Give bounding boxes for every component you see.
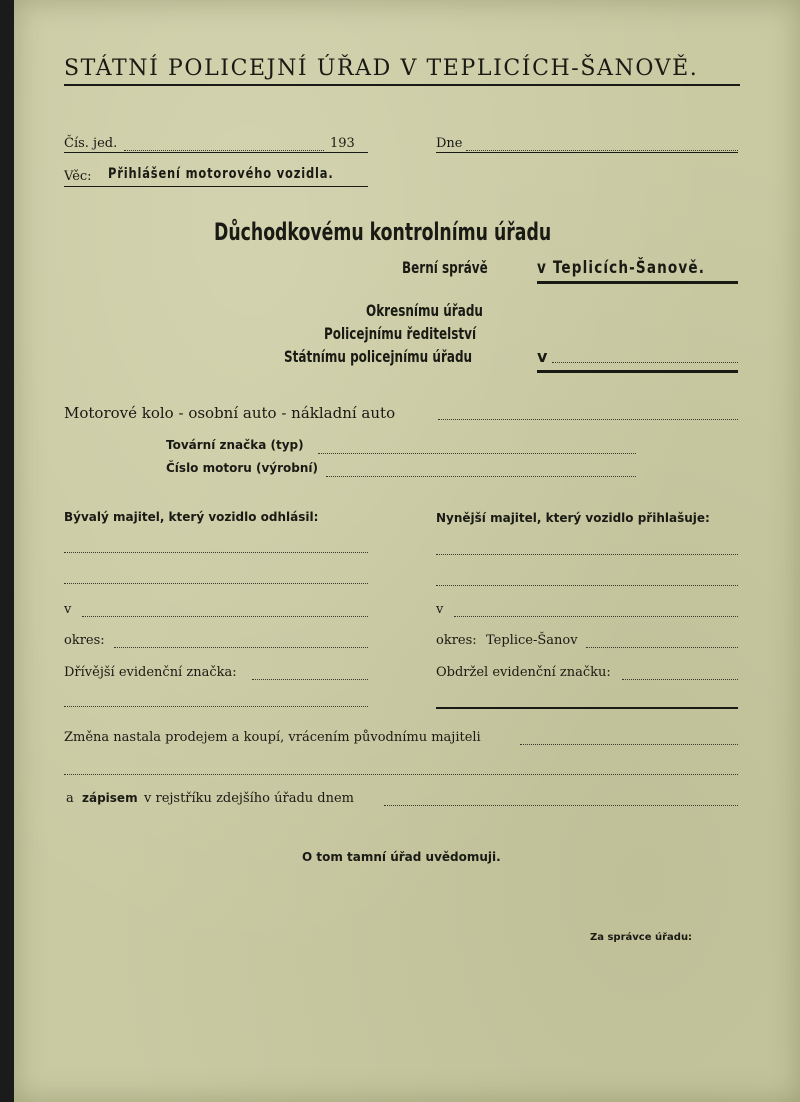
zapis-prefix: a	[66, 791, 74, 806]
subject-value: Přihlášení motorového vozidla.	[108, 166, 334, 182]
current-reg-field[interactable]	[622, 679, 738, 680]
addressee-v-label: v	[537, 347, 548, 366]
former-reg-field[interactable]	[252, 679, 368, 680]
former-owner-line-1[interactable]	[64, 552, 368, 553]
vehicle-type-field[interactable]	[438, 419, 738, 420]
current-okres-label: okres:	[436, 633, 477, 648]
zapis-rest: v rejstříku zdejšího úřadu dnem	[144, 791, 354, 806]
former-v-field[interactable]	[82, 616, 368, 617]
former-owner-heading: Bývalý majitel, který vozidlo odhlásil:	[64, 510, 319, 524]
former-v-label: v	[64, 602, 72, 617]
addressee-policejnimu: Policejnímu ředitelství	[324, 324, 477, 343]
page-title: STÁTNÍ POLICEJNÍ ÚŘAD V TEPLICÍCH-ŠANOVĚ.	[64, 56, 699, 81]
addressee-berni-place: v Teplicích-Šanově.	[537, 258, 705, 278]
change-label: Změna nastala prodejem a koupí, vrácením původnímu majiteli	[64, 730, 481, 745]
change-field-2[interactable]	[64, 774, 738, 775]
cislo-motoru-label: Číslo motoru (výrobní)	[166, 461, 318, 475]
statnimu-underline	[537, 370, 738, 373]
addressee-berni: Berní správě	[402, 258, 488, 277]
berni-underline	[537, 281, 738, 284]
cis-jed-label: Čís. jed.	[64, 136, 118, 151]
current-owner-line-2[interactable]	[436, 585, 738, 586]
dne-label: Dne	[436, 136, 463, 151]
year-label: 193	[330, 136, 355, 151]
dne-field[interactable]	[466, 150, 738, 151]
change-field[interactable]	[520, 744, 738, 745]
current-reg-underline	[436, 707, 738, 709]
signature-label: Za správce úřadu:	[590, 932, 693, 943]
ref-underline	[64, 152, 368, 153]
tovarni-field[interactable]	[318, 453, 636, 454]
former-extra-line[interactable]	[64, 706, 368, 707]
current-reg-label: Obdržel evidenční značku:	[436, 665, 611, 680]
current-okres-value: Teplice-Šanov	[486, 633, 578, 648]
cis-jed-field[interactable]	[124, 150, 324, 151]
former-okres-field[interactable]	[114, 647, 368, 648]
zapis-bold: zápisem	[82, 791, 138, 805]
addressee-okresnimu: Okresnímu úřadu	[366, 301, 483, 320]
former-okres-label: okres:	[64, 633, 105, 648]
addressee-statnimu: Státnímu policejnímu úřadu	[284, 347, 473, 366]
title-underline	[64, 84, 740, 86]
cislo-motoru-field[interactable]	[326, 476, 636, 477]
current-v-field[interactable]	[454, 616, 738, 617]
subject-label: Věc:	[64, 169, 92, 184]
current-owner-line-1[interactable]	[436, 554, 738, 555]
current-okres-field[interactable]	[586, 647, 738, 648]
addressee-main: Důchodkovému kontrolnímu úřadu	[214, 218, 552, 246]
tovarni-label: Tovární značka (typ)	[166, 438, 304, 452]
former-owner-line-2[interactable]	[64, 583, 368, 584]
subject-underline	[64, 186, 368, 187]
current-v-label: v	[436, 602, 444, 617]
vehicle-type-label: Motorové kolo - osobní auto - nákladní auto	[64, 404, 396, 422]
former-reg-label: Dřívější evidenční značka:	[64, 665, 237, 680]
zapis-date-field[interactable]	[384, 805, 738, 806]
addressee-place-field[interactable]	[552, 362, 738, 363]
notify-text: O tom tamní úřad uvědomuji.	[302, 850, 501, 864]
dne-underline	[436, 152, 738, 153]
current-owner-heading: Nynější majitel, který vozidlo přihlašuje:	[436, 511, 710, 525]
